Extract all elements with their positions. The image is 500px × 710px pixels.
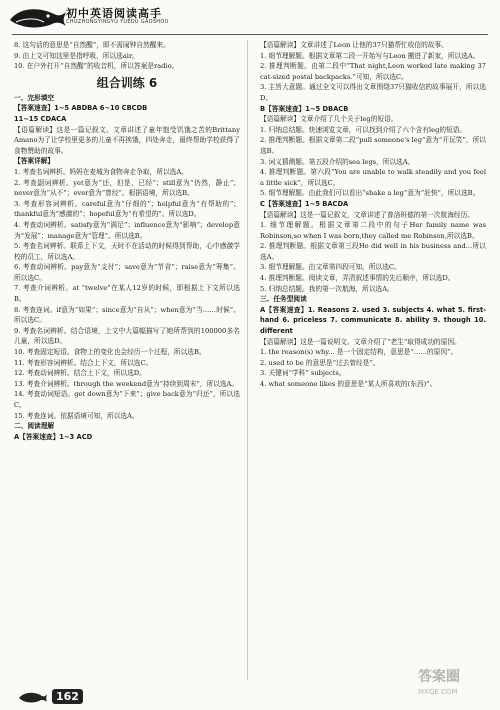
- explanation-item: 15. 考查连词。依据语境可知，所以选A。: [14, 411, 139, 420]
- watermark-text: 答案圈: [418, 669, 460, 685]
- section-heading: 三、任务型阅读: [260, 295, 307, 304]
- text-line: 1. 细节理解题。根据文章第二段中的句子Her family name was Robinson,so when I was born,they called me Robinson,所以选B。: [260, 221, 486, 240]
- header-rule: [12, 34, 488, 35]
- explanation-item: 4. 考查动词辨析。satisfy意为“满足”；influence意为“影响”；develop意为“发展”；manage意为“管理”。所以选B。: [14, 220, 240, 240]
- text-line: 2. 推理判断题。根据文章第三段He did well in his business and...所以选A。: [260, 242, 486, 261]
- text-line: 4. what someone likes 的意思是“某人所喜欢的(东西)”。: [260, 380, 437, 388]
- explanation-item: 12. 考查动词辨析。结合上下文，所以选D。: [14, 369, 146, 378]
- text-line: 4. 推理判断题。阅读文章，弄清叙述事情的先后顺序，所以选D。: [260, 274, 455, 283]
- explanation-item: 6. 考查动词辨析。pay意为“支付”；save意为“节省”；raise意为“筹集”。所以选C。: [14, 263, 240, 282]
- answer-key: 【答案速查】1~5 ABDBA 6~10 CBCDB: [14, 104, 148, 113]
- book-title: 初中英语阅读高手: [66, 7, 162, 20]
- explanation-item: 14. 考查动词短语。get down意为“下来”；give back意为“归还”，所以选C。: [14, 390, 240, 409]
- text-line: 2. used to be 的意思是“过去曾经是”。: [260, 358, 380, 367]
- page-number: 162: [52, 689, 83, 704]
- book-subtitle: CHUZHONGYINGYU YUEDU GAOSHOU: [66, 19, 169, 25]
- text-line: 1. the reason(s) why... 是一个固定结构，意思是“……的原因”。: [260, 348, 458, 357]
- text-line: 2. 推理判断题。由第二段中“That night,Leon worked late making 37 cat-sized postal backpacks.”可知，所以选C。: [260, 62, 486, 81]
- detail-heading: 【答案详解】: [14, 157, 55, 166]
- explanation-item: 10. 考查固定短语。食物上的变化也会经历一个过程，所以选B。: [14, 348, 206, 357]
- right-column: [260, 40, 486, 390]
- answer-key: A【答案速查】1. Reasons 2. used 3. subjects 4. what 5. first-hand 6. priceless 7. communicate 8. ability 9. though 10. different: [260, 305, 486, 336]
- text-line: 3. 词义猜测题。第五段介绍的sea legs，所以选A。: [260, 157, 415, 166]
- text-line: 【语篇解读】这是一篇说明文。文章介绍了“老生”取得成功的原因。: [260, 337, 461, 346]
- text-line: 【语篇解读】文章讲述了Leon 让他的37只猫帮忙收信的故事。: [260, 41, 448, 49]
- text-line: 8. 这句话的意思是“自然醒”，即不需闹钟自然醒来。: [14, 41, 170, 49]
- text-line: 1. 细节理解题。根据文章第二段一开始写与Leon 搬进了新家，所以选A。: [260, 51, 480, 60]
- explanation-item: 9. 考查名词辨析。结合语境，上文中大篇幅描写了她所帮到的100000多名儿童，所以选D。: [14, 326, 240, 346]
- watermark: [416, 664, 492, 704]
- answer-key: 11~15 CDACA: [14, 114, 67, 123]
- left-column: [14, 40, 240, 442]
- explanation-item: 7. 考查介词辨析。at “twelve”在某人12岁的时候，即根据上下文所以选B。: [14, 284, 240, 304]
- explanation-item: 3. 考查形容词辨析。careful意为“仔细的”；helpful意为“有帮助的”；thankful意为“感激的”；hopeful意为“有希望的”。所以选D。: [14, 199, 240, 219]
- text-line: 5. 细节理解题。由此我们可以看出“shake a leg”意为“赶快”，所以选B。: [260, 189, 480, 198]
- explanation-item: 13. 考查介词辨析。through the weekend意为“持续到周末”，所以选A。: [14, 379, 239, 388]
- text-line: 【语篇解读】文章介绍了几个关于leg的短语。: [260, 115, 398, 124]
- text-line: 【语篇解读】这是一篇记叙文，文章讲述了普洛班德的第一次航海经历。: [260, 210, 474, 219]
- text-line: 3. 细节理解题。由文章第四段可知，所以选C。: [260, 263, 401, 272]
- answer-key: B【答案速查】1~5 DBACB: [260, 104, 349, 113]
- fish-footer-icon: [18, 690, 48, 704]
- page-header: [0, 0, 500, 34]
- passage-summary: 【语篇解读】这是一篇记叙文。文章讲述了童年饱受饥饿之苦的Brittany Amano为了让学校里更多的儿童不再挨饿，四处奔走，最终帮助学校获得了食物赞助的故事。: [14, 125, 240, 155]
- text-line: 2. 推理判断题。根据文章第二段“pull someone's leg”意为“开玩笑”，所以选B。: [260, 136, 486, 155]
- text-line: 5. 归纳总结题。我的第一次航海，所以选A。: [260, 284, 394, 293]
- reading-heading: 二、阅读理解: [14, 422, 55, 431]
- explanation-item: 2. 考查副词辨析。yet意为“还，但是，已经”；still意为“仍然，静止”；never意为“从不”；ever意为“曾经”。根据语境，所以选B。: [14, 178, 240, 198]
- text-line: 3. 关键词“学科” subjects。: [260, 369, 346, 378]
- watermark-url: MXQE.COM: [418, 688, 458, 696]
- explanation-item: 8. 考查连词。if意为“如果”；since意为“自从”；when意为“当……时候”。所以选C。: [14, 305, 240, 325]
- text-line: 1. 归纳总结题。快速浏览文章，可以找到介绍了六个含有leg的短语。: [260, 125, 467, 134]
- explanation-item: 1. 考查名词辨析。妈妈在麦城为食物奔走争取，所以选A。: [14, 167, 188, 176]
- fish-logo-icon: [8, 4, 68, 30]
- column-divider: [247, 40, 248, 680]
- explanation-item: 5. 考查名词辨析。联系上下文，天时不在活动的时候得到帮助，心中感激学校的员工，所以选A。: [14, 242, 240, 261]
- text-line: 10. 在户外打开“自然醒”的收音机，所以答案是radio。: [14, 62, 179, 71]
- answer-key: C【答案速查】1~5 BACDA: [260, 199, 349, 208]
- cloze-heading: 一、完形填空: [14, 93, 55, 102]
- text-line: 9. 由上文可知这里是指呼吸，所以选air。: [14, 51, 139, 60]
- text-line: 4. 推理判断题。第六段“You are unable to walk steadily and you feel a little sick”，所以选C。: [260, 168, 486, 187]
- explanation-item: 11. 考查形容词辨析。结合上下文，所以选C。: [14, 358, 153, 367]
- text-line: 3. 主旨大意题。通过全文可以得出文章围绕37只猫收信的故事展开，所以选D。: [260, 83, 486, 102]
- page-footer: [18, 688, 138, 706]
- section-title: 组合训练 6: [96, 75, 158, 90]
- answer-key: A【答案速查】1~3 ACD: [14, 432, 93, 441]
